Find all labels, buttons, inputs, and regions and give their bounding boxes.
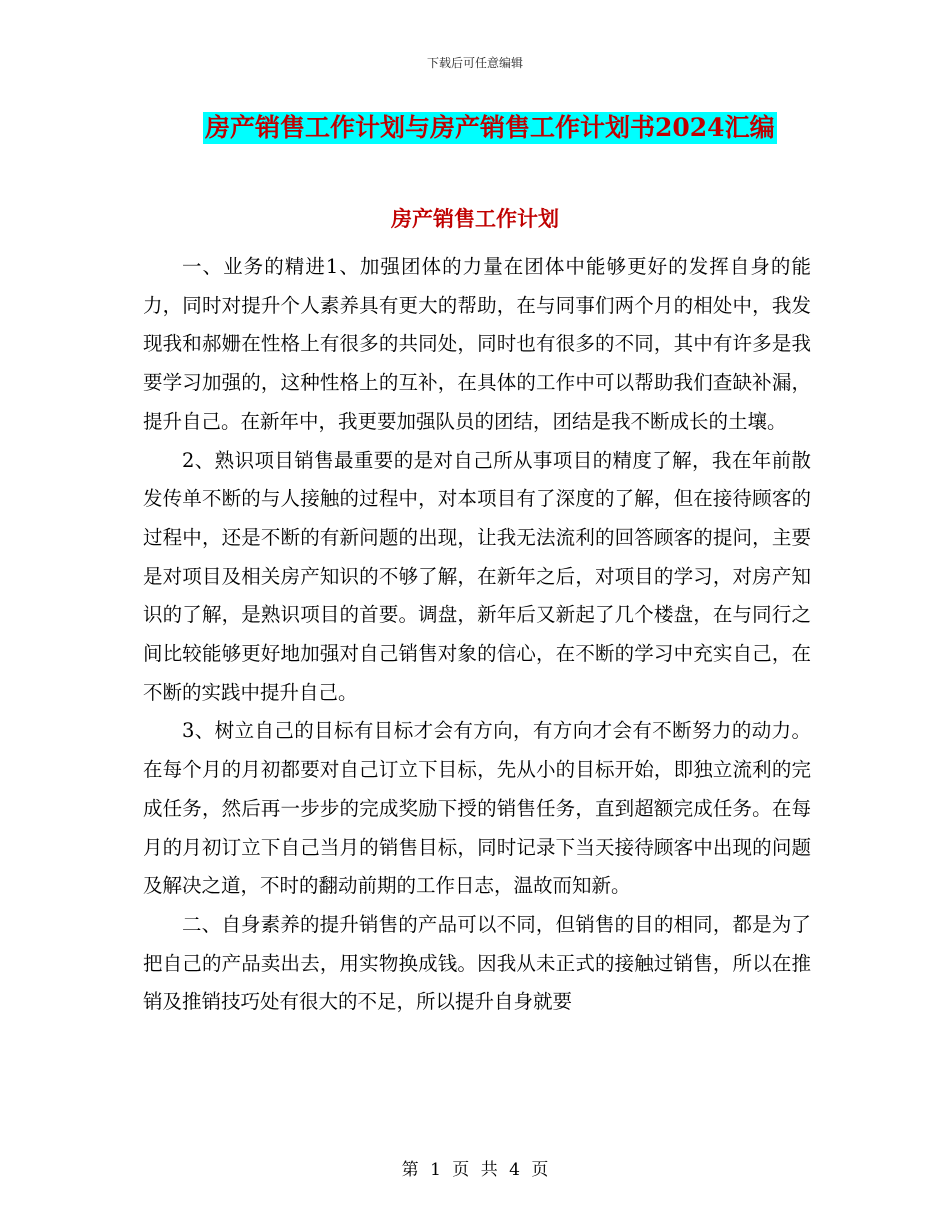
paragraph: 一、业务的精进1、加强团体的力量在团体中能够更好的发挥自身的能力，同时对提升个人素养具有更大的帮助，在与同事们两个月的相处中，我发现我和郝姗在性格上有很多的共同处，同时也有很多的不同，其中有许多是我要学习加强的，这种性格上的互补，在具体的工作中可以帮助我们查缺补漏，提升自己。在新年中，我更要加强队员的团结，团结是我不断成长的土壤。 (143, 255, 811, 433)
paragraph: 二、自身素养的提升销售的产品可以不同，但销售的目的相同，都是为了把自己的产品卖出去，用实物换成钱。因我从未正式的接触过销售，所以在推销及推销技巧处有很大的不足，所以提升自身就要 (143, 912, 811, 1014)
document-body (143, 248, 811, 1022)
section-title: 房产销售工作计划 (391, 206, 559, 231)
paragraph: 2、熟识项目销售最重要的是对自己所从事项目的精度了解，我在年前散发传单不断的与人接触的过程中，对本项目有了深度的了解，但在接待顾客的过程中，还是不断的有新问题的出现，让我无法流利的回答顾客的提问，主要是对项目及相关房产知识的不够了解，在新年之后，对项目的学习，对房产知识的了解，是熟识项目的首要。调盘，新年后又新起了几个楼盘，在与同行之间比较能够更好地加强对自己销售对象的信心，在不断的学习中充实自己，在不断的实践中提升自己。 (143, 448, 811, 704)
page-number: 第 1 页 共 4 页 (401, 1160, 549, 1180)
header-note: 下载后可任意编辑 (426, 56, 523, 70)
document-title: 房产销售工作计划与房产销售工作计划书2024汇编 (205, 113, 775, 142)
paragraph: 3、树立自己的目标有目标才会有方向，有方向才会有不断努力的动力。在每个月的月初都要对自己订立下目标，先从小的目标开始，即独立流利的完成任务，然后再一步步的完成奖励下授的销售任务，直到超额完成任务。在每月的月初订立下自己当月的销售目标，同时记录下当天接待顾客中出现的问题及解决之道，不时的翻动前期的工作日志，温故而知新。 (143, 719, 811, 898)
